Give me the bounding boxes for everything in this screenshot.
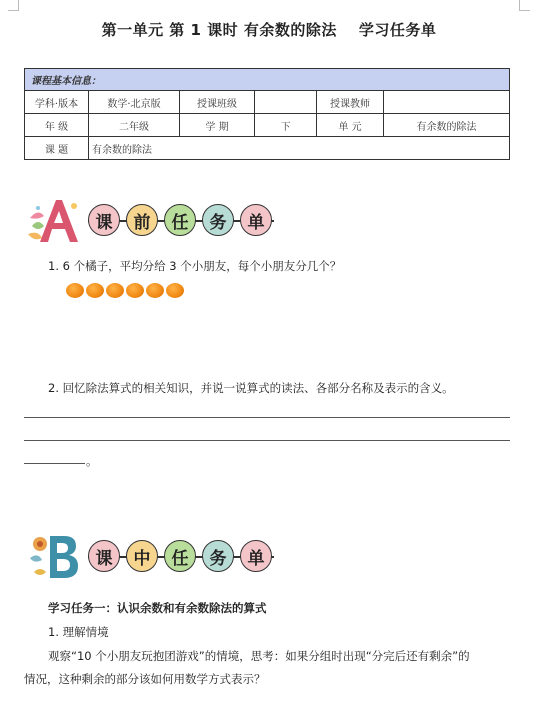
- title-char: 课: [88, 540, 120, 572]
- title-char: 任: [164, 204, 196, 236]
- title-char: 中: [126, 540, 158, 572]
- table-cell: 二年级: [89, 114, 180, 137]
- title-char: 单: [240, 204, 272, 236]
- table-header: 课程基本信息：: [25, 69, 510, 91]
- title-char: 单: [240, 540, 272, 572]
- orange-icon: [146, 283, 164, 298]
- section-b-banner: [26, 532, 266, 582]
- task-1-subtitle: 1. 理解情境: [48, 625, 109, 639]
- orange-icon: [166, 283, 184, 298]
- letter-b-logo: [26, 532, 88, 582]
- title-char: 务: [202, 540, 234, 572]
- letter-a-logo: [26, 196, 88, 246]
- table-row: [25, 114, 510, 137]
- table-cell: 授课教师: [317, 91, 384, 114]
- table-cell: 年 级: [25, 114, 89, 137]
- title-char: 任: [164, 540, 196, 572]
- table-cell: 有余数的除法: [384, 114, 510, 137]
- question-1: 1. 6 个橘子，平均分给 3 个小朋友，每个小朋友分几个？: [48, 259, 342, 273]
- table-cell: 学 期: [180, 114, 255, 137]
- page-title: [0, 19, 538, 40]
- task-1-paragraph-line-1: 观察“10 个小朋友玩抱团游戏”的情境，思考：如果分组时出现“分完后还有剩余”的: [48, 649, 470, 663]
- title-char: 务: [202, 204, 234, 236]
- orange-icon: [86, 283, 104, 298]
- oranges-illustration: [66, 283, 184, 298]
- table-cell: 课 题: [25, 137, 89, 160]
- orange-icon: [66, 283, 84, 298]
- answer-line[interactable]: [24, 440, 510, 441]
- table-cell[interactable]: [384, 91, 510, 114]
- title-char: 课: [88, 204, 120, 236]
- task-1-title: 学习任务一：认识余数和有余数除法的算式: [48, 601, 267, 615]
- course-info-table: [24, 68, 510, 160]
- table-cell: 授课班级: [180, 91, 255, 114]
- question-2-end-mark: 。: [86, 454, 98, 468]
- table-cell: 数学·北京版: [89, 91, 180, 114]
- orange-icon: [106, 283, 124, 298]
- title-lesson: 第一单元 第 1 课时 有余数的除法: [101, 21, 337, 39]
- title-worksheet: 学习任务单: [358, 21, 437, 39]
- answer-line[interactable]: [24, 417, 510, 418]
- task-1-paragraph-line-2: 情况，这种剩余的部分该如何用数学方式表示？: [24, 672, 266, 686]
- table-cell: 学科·版本: [25, 91, 89, 114]
- question-2: 2. 回忆除法算式的相关知识，并说一说算式的读法、各部分名称及表示的含义。: [48, 381, 454, 395]
- section-a-title-pill: [86, 204, 276, 238]
- table-cell: 下: [255, 114, 317, 137]
- table-row: [25, 91, 510, 114]
- section-a-banner: [26, 196, 266, 246]
- table-cell: 有余数的除法: [89, 137, 510, 160]
- section-b-title-pill: [86, 540, 276, 574]
- table-header-row: [25, 69, 510, 91]
- page-corner-mark-right: [519, 0, 530, 11]
- table-cell: 单 元: [317, 114, 384, 137]
- answer-line[interactable]: [24, 463, 85, 464]
- table-cell[interactable]: [255, 91, 317, 114]
- title-char: 前: [126, 204, 158, 236]
- table-row: [25, 137, 510, 160]
- page-corner-mark-left: [8, 0, 19, 11]
- orange-icon: [126, 283, 144, 298]
